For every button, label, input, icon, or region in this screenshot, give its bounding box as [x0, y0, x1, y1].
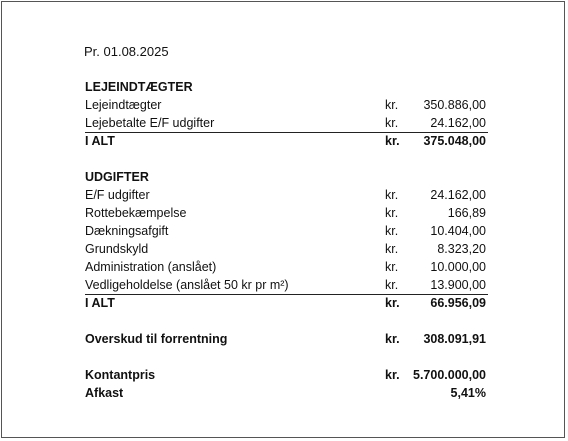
row-currency: kr. [385, 278, 399, 292]
row-amount: 24.162,00 [430, 116, 486, 130]
expense-row-ef [85, 188, 488, 206]
row-currency: kr. [385, 116, 399, 130]
row-label: Lejebetalte E/F udgifter [85, 116, 215, 130]
expense-row-coverage [85, 224, 488, 242]
row-currency: kr. [385, 242, 399, 256]
row-amount: 8.323,20 [437, 242, 486, 256]
expenses-total-divider [85, 294, 488, 295]
row-label: Lejeindtægter [85, 98, 162, 112]
row-amount: 10.000,00 [430, 260, 486, 274]
surplus-currency: kr. [385, 332, 400, 346]
expense-row-admin [85, 260, 488, 278]
statement-sheet [1, 1, 565, 438]
row-amount: 350.886,00 [423, 98, 486, 112]
yield-label: Afkast [85, 386, 124, 400]
row-currency: kr. [385, 188, 399, 202]
income-total-divider [85, 132, 488, 133]
surplus-label: Overskud til forrentning [85, 332, 228, 346]
expense-row-pest [85, 206, 488, 224]
row-amount: 10.404,00 [430, 224, 486, 238]
total-currency: kr. [385, 134, 400, 148]
price-amount: 5.700.000,00 [413, 368, 486, 382]
total-amount: 66.956,09 [430, 296, 486, 310]
expenses-total-row [85, 296, 488, 314]
row-label: E/F udgifter [85, 188, 150, 202]
total-label: I ALT [85, 296, 115, 310]
yield-amount: 5,41% [450, 386, 486, 400]
price-row [85, 368, 488, 386]
row-amount: 13.900,00 [430, 278, 486, 292]
total-currency: kr. [385, 296, 400, 310]
total-label: I ALT [85, 134, 115, 148]
row-amount: 24.162,00 [430, 188, 486, 202]
row-label: Administration (anslået) [85, 260, 217, 274]
row-currency: kr. [385, 224, 399, 238]
statement-date: Pr. 01.08.2025 [84, 44, 169, 59]
yield-row [85, 386, 488, 404]
total-amount: 375.048,00 [423, 134, 486, 148]
surplus-row [85, 332, 488, 350]
price-label: Kontantpris [85, 368, 156, 382]
row-currency: kr. [385, 206, 399, 220]
row-amount: 166,89 [447, 206, 486, 220]
income-total-row [85, 134, 488, 152]
surplus-amount: 308.091,91 [423, 332, 486, 346]
row-currency: kr. [385, 260, 399, 274]
row-currency: kr. [385, 98, 399, 112]
row-label: Dækningsafgift [85, 224, 169, 238]
expenses-section-title: UDGIFTER [85, 170, 149, 184]
row-label: Vedligeholdelse (anslået 50 kr pr m²) [85, 278, 289, 292]
row-label: Grundskyld [85, 242, 149, 256]
price-currency: kr. [385, 368, 400, 382]
row-label: Rottebekæmpelse [85, 206, 187, 220]
income-row-rent [85, 98, 488, 116]
income-section-title: LEJEINDTÆGTER [85, 80, 193, 94]
expense-row-land-tax [85, 242, 488, 260]
